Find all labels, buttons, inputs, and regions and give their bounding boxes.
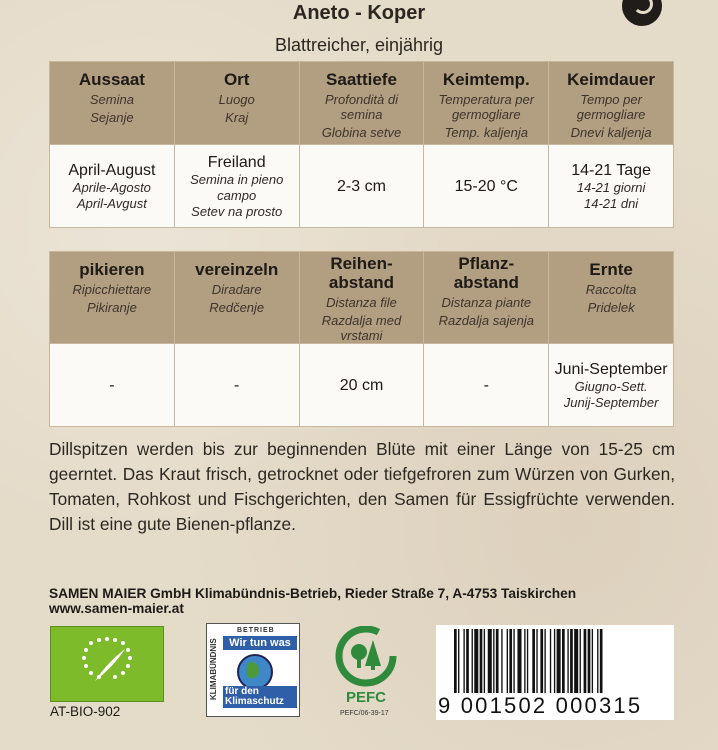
header-slovenian: Razdalja med vrstami	[321, 313, 402, 343]
company-website: www.samen-maier.at	[49, 601, 184, 616]
header-label: Keimtemp.	[442, 70, 530, 89]
header-slovenian: Dnevi kaljenja	[570, 125, 652, 140]
value-cell	[549, 344, 674, 427]
header-cell	[174, 252, 299, 344]
header-cell	[299, 62, 424, 145]
header-label: Ernte	[589, 260, 633, 279]
value-slovenian: Junij-September	[563, 394, 659, 410]
header-italian: Distanza piante	[441, 295, 532, 310]
barcode-bar	[588, 629, 591, 693]
header-italian: Distanza file	[326, 295, 397, 310]
header-slovenian: Razdalja sajenja	[438, 313, 534, 328]
header-slovenian: Pridelek	[587, 300, 635, 315]
barcode-number: 9 001502 000315	[438, 693, 674, 719]
barcode-bar	[574, 629, 578, 693]
pefc-code: PEFC/06-39-17	[340, 710, 389, 717]
value-cell	[299, 344, 424, 427]
barcode-bar	[517, 629, 521, 693]
barcode-bar	[496, 629, 499, 693]
klima-main-text: Wir tun was	[223, 636, 297, 650]
header-slovenian: Redčenje	[209, 300, 265, 315]
header-label: vereinzeln	[195, 260, 279, 279]
header-label: pikieren	[79, 260, 145, 279]
organic-certification-code: AT-BIO-902	[50, 704, 121, 719]
value-slovenian: Setev na prosto	[191, 203, 283, 219]
header-italian: Luogo	[218, 92, 255, 107]
value-cell	[50, 145, 175, 228]
value-italian: Giugno-Sett.	[574, 378, 648, 394]
barcode-bar	[454, 629, 457, 693]
barcode-bar	[584, 629, 587, 693]
barcode-bar	[527, 629, 528, 693]
header-label: Ort	[223, 70, 250, 89]
pefc-label: PEFC	[345, 689, 387, 706]
page-title: Aneto - Koper	[292, 2, 426, 24]
header-italian: Semina	[89, 92, 134, 107]
header-italian: Raccolta	[585, 282, 637, 297]
value-main: -	[234, 376, 240, 394]
value-cell	[174, 145, 299, 228]
barcode-bar	[488, 629, 492, 693]
value-main: -	[109, 376, 115, 394]
header-cell	[424, 252, 549, 344]
header-label: Pflanz-abstand	[453, 254, 519, 292]
value-italian: Aprile-Agosto	[72, 179, 151, 195]
value-slovenian: 14-21 dni	[583, 195, 639, 211]
value-cell	[424, 145, 549, 228]
barcode-bar	[557, 629, 561, 693]
pefc-logo	[331, 626, 401, 716]
header-cell	[50, 62, 175, 145]
description-text: Dillspitzen werden bis zur beginnenden Blüte mit einer Länge von 15-25 cm geerntet. Das Kraut frisch, getrocknet oder tiefgefroren zum Würzen von Gurken, Tomaten, Rohkost und Fischgerichten, den Samen für Essigfrüchte verwenden. Dill ist eine gute Bienen-pflanze.	[49, 439, 675, 534]
header-cell	[549, 252, 674, 344]
barcode-bar	[597, 629, 598, 693]
care-table	[49, 251, 674, 427]
barcode-bar	[562, 629, 565, 693]
header-slovenian: Globina setve	[321, 125, 402, 140]
eu-organic-leaf-icon	[50, 626, 164, 702]
header-italian: Diradare	[211, 282, 262, 297]
barcode-bar	[532, 629, 535, 693]
barcode-bar	[484, 629, 485, 693]
value-cell	[549, 145, 674, 228]
header-slovenian: Pikiranje	[86, 300, 137, 315]
barcode-bar	[550, 629, 551, 693]
barcode-bar	[466, 629, 469, 693]
klimabuendnis-logo	[206, 623, 300, 717]
value-main: -	[483, 376, 489, 394]
value-main: 20 cm	[339, 376, 384, 394]
value-main: 14-21 Tage	[571, 161, 651, 179]
value-main: Freiland	[207, 153, 266, 171]
barcode-bar	[501, 629, 502, 693]
header-slovenian: Temp. kaljenja	[444, 125, 528, 140]
barcode-bar	[493, 629, 494, 693]
barcode-bar	[536, 629, 537, 693]
header-label: Keimdauer	[567, 70, 656, 89]
header-cell	[174, 62, 299, 145]
value-slovenian: April-Avgust	[76, 195, 147, 211]
value-main: April-August	[68, 161, 156, 179]
barcode-bar	[472, 629, 473, 693]
header-cell	[424, 62, 549, 145]
value-cell	[50, 344, 175, 427]
barcode-bar	[509, 629, 512, 693]
klima-bottom-text: für den Klimaschutz	[223, 686, 297, 708]
value-italian: Semina in pieno campo	[190, 171, 284, 203]
header-italian: Temperatura per germogliare	[438, 92, 535, 122]
header-label: Saattiefe	[326, 70, 397, 89]
header-cell	[50, 252, 175, 344]
header-label: Aussaat	[78, 70, 145, 89]
barcode-bar	[524, 629, 525, 693]
value-main: Juni-September	[554, 360, 668, 378]
barcode-bar	[554, 629, 555, 693]
barcode-bar	[600, 629, 603, 693]
value-main: 15-20 °C	[454, 177, 518, 195]
barcode-bar	[474, 629, 478, 693]
barcode-bar	[544, 629, 545, 693]
header-cell	[549, 62, 674, 145]
header-label: Reihen-abstand	[328, 254, 395, 292]
sowing-table	[49, 61, 674, 228]
barcode-bar	[567, 629, 568, 693]
klima-side-text: KLIMABÜNDNIS	[209, 638, 218, 700]
header-italian: Profondità di semina	[324, 92, 398, 122]
value-italian: 14-21 giorni	[576, 179, 646, 195]
company-address: SAMEN MAIER GmbH Klimabündnis-Betrieb, Rieder Straße 7, A-4753 Taiskirchen	[49, 586, 577, 601]
barcode-bar	[570, 629, 573, 693]
barcode-bar	[463, 629, 464, 693]
barcode-bar	[458, 629, 459, 693]
barcode-bar	[580, 629, 581, 693]
header-italian: Tempo per germogliare	[576, 92, 646, 122]
header-slovenian: Kraj	[225, 110, 249, 125]
value-cell	[299, 145, 424, 228]
barcode-bar	[592, 629, 593, 693]
value-main: 2-3 cm	[337, 177, 386, 195]
barcode-bar	[540, 629, 543, 693]
header-cell	[299, 252, 424, 344]
barcode-bar	[513, 629, 514, 693]
barcode-bar	[507, 629, 508, 693]
header-slovenian: Sejanje	[90, 110, 134, 125]
klima-top-text: BETRIEB	[237, 627, 275, 634]
page-subtitle: Blattreicher, einjährig	[274, 35, 444, 55]
barcode-bar	[480, 629, 483, 693]
value-cell	[424, 344, 549, 427]
value-cell	[174, 344, 299, 427]
header-italian: Ripicchiettare	[72, 282, 152, 297]
globe-icon	[237, 654, 273, 690]
